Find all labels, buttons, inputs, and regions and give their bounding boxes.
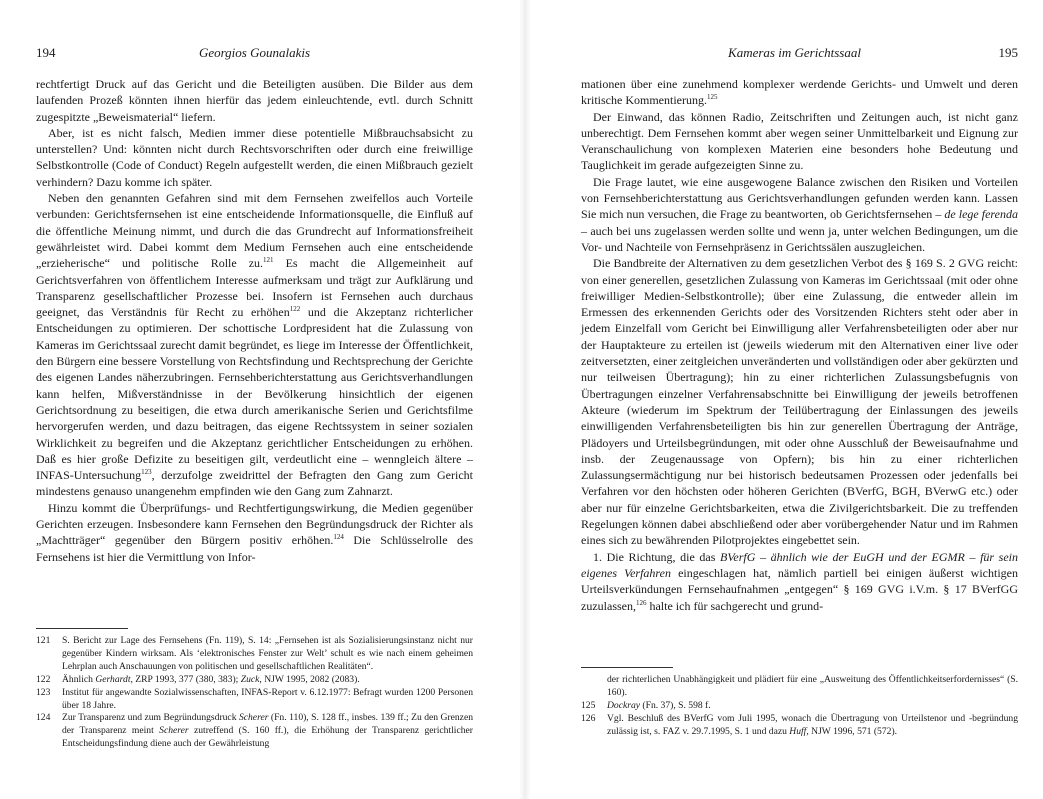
italic-text: Scherer	[238, 712, 269, 724]
text-run: S. Bericht zur Lage des Fernsehens (Fn. 119), S. 14: „Fernsehen ist als Sozialisierungsinstanz nicht nur gegenüber Kindern wirksam. Als ‘elektronisches Fenster zur Welt’ schult es wie nach einem geheimen Lehrplan auch Anschauungen von politischen und gesellschaftlichen Realitäten“.	[62, 635, 473, 672]
text-run: 1. Die Richtung, die das	[593, 549, 721, 564]
footnote-number: 126	[581, 712, 596, 724]
left-page-header	[36, 44, 473, 62]
right-body-text	[581, 76, 1018, 614]
footnote	[36, 712, 473, 751]
footnote-reference: 124	[333, 533, 344, 542]
left-body-text	[36, 76, 473, 565]
footnote-number: 124	[36, 712, 51, 724]
footnote-rule	[581, 667, 673, 668]
paragraph	[36, 500, 473, 565]
italic-text: Huff	[789, 725, 807, 737]
footnote	[581, 700, 1018, 713]
text-run: , NJW 1995, 2082 (2083).	[259, 673, 360, 685]
text-run: Die Schlüsselrolle des Fernsehens ist hier die Vermittlung von Infor-	[36, 533, 473, 564]
text-run: rechtfertigt Druck auf das Gericht und die Beteiligten ausüben. Die Bilder aus dem laufenden Prozeß könnten ihnen hierfür das jedem einleuchtende, evtl. durch Schnitt zugespitzte „Beweismaterial“ liefern.	[36, 77, 473, 124]
footnote-number: 121	[36, 635, 51, 646]
footnote-text	[62, 687, 473, 713]
text-run: Neben den genannten Gefahren sind mit dem Fernsehen zweifellos auch Vorteile verbunden: Gerichtsfernsehen ist eine entscheidende Informationsquelle, die Einfluß auf die öffentliche Meinung nimmt, und durch die das Grundrecht auf Informationsfreiheit gewährleistet wird. Dabei kommt dem Medium Fernsehen auch eine entscheidende „erzieherische“ und politische Rolle zu.	[36, 191, 473, 271]
italic-text: Gerhardt	[95, 673, 131, 685]
footnote	[36, 687, 473, 713]
text-run: , ZRP 1993, 377 (380, 383);	[130, 673, 241, 685]
footnote-number: 125	[581, 699, 596, 711]
paragraph	[36, 125, 473, 190]
text-run: Aber, ist es nicht falsch, Medien immer diese potentielle Mißbrauchsabsicht zu unterstellen? Und: könnten nicht durch Rechtsvorschriften oder durch eine freiwillige Selbstkontrolle (Code of Conduct) Regeln aufgestellt werden, die einen Mißbrauch gezielt verhindern? Dazu komme ich später.	[36, 125, 473, 189]
footnote-number: 123	[36, 686, 51, 698]
text-run: Zur Transparenz und zum Begründungsdruck	[62, 712, 239, 724]
text-run: Hinzu kommt die Überprüfungs- und Rechtfertigungswirkung, die Medien gegenüber Gerichten erzeugen. Insbesondere kann Fernsehen den Begründungsdruck der Richter als „Machtträger“ gegenüber den Bürgern positiv erhöhen.	[36, 500, 473, 548]
footnote-text	[607, 700, 1018, 713]
footnote-text	[607, 713, 1018, 739]
text-run: – auch bei uns zugelassen werden sollte und wenn ja, unter welchen Bedingungen, um die Vor- und Nachteile von Fernsehpräsenz in Gerichtssälen auszugleichen.	[581, 223, 1018, 254]
footnote-number: 122	[36, 673, 51, 685]
page-number: 195	[998, 45, 1018, 60]
text-run: und die Akzeptanz richterlicher Entscheidungen zu optimieren. Der schottische Lordpresident hat die Zulassung von Kameras im Gerichtssaal zurecht damit begründet, es liege im Interesse der Öffentlichkeit, den Bürgern eine bessere Vorstellung von Rechtsfindung und Rechtsprechung der Gerichte des eigenen Landes näherzubringen. Fernsehberichterstattung aus Gerichtsverhandlungen kann helfen, Mißverständnisse in der Bevölkerung hinsichtlich der eigenen Gerichtsordnung zu beseitigen, die etwa durch amerikanische Serien und Gerichtsfilme hervorgerufen werden, und dazu beitragen, das eigene Rechtssystem in seiner sozialen Wirklichkeit zu begreifen und die Akzeptanz gerichtlicher Entscheidungen zu erhöhen. Daß es hier große Defizite zu beseitigen gilt, verdeutlicht eine – wenngleich ältere – INFAS-Untersuchung	[36, 305, 473, 483]
right-footnotes	[581, 667, 1018, 739]
footnote	[36, 674, 473, 687]
footnote-reference: 126	[635, 598, 647, 607]
left-footnotes	[36, 628, 473, 751]
footnote	[36, 635, 473, 674]
text-run: (Fn. 37), S. 598 f.	[640, 699, 711, 711]
text-run: Ähnlich	[62, 673, 96, 685]
footnote-text	[62, 635, 473, 674]
footnote-text	[62, 712, 473, 751]
text-run: , derzufolge zweidrittel der Befragten den Gang zum Gericht mindestens genauso unangenehm empfinden wie den Gang zum Zahnarzt.	[36, 468, 473, 499]
footnote-reference: 123	[141, 468, 152, 477]
text-run: zutreffend (S. 160 ff.), die Erhöhung der Transparenz gerichtlicher Entscheidungsfindung diene auch der Gewährleistung	[62, 725, 473, 750]
page-number: 194	[36, 45, 56, 60]
paragraph	[581, 109, 1018, 174]
text-run: Es macht die Allgemeinheit auf Gerichtsverfahren von öffentlichem Interesse aufmerksam und trägt zur Aufklärung und Transparenz gesellschaftlicher Prozesse bei. Insofern ist Fernsehen auch durchaus geeignet, das Verständnis für Recht zu erhöhen	[36, 256, 473, 320]
footnote-rule	[36, 628, 128, 629]
paragraph	[581, 76, 1018, 109]
italic-text: Dockray	[607, 699, 641, 711]
text-run: (Fn. 110), S. 128 ff., insbes. 139 ff.; Zu den Grenzen der Transparenz meint	[62, 712, 473, 737]
italic-text: Zuck	[240, 673, 260, 685]
text-run: halte ich für sachgerecht und grund-	[646, 598, 824, 613]
text-run: Der Einwand, das können Radio, Zeitschriften und Zeitungen auch, ist nicht ganz unberechtigt. Dem Fernsehen kommt aber wegen seiner Unmittelbarkeit und Eignung zur Veranschaulichung von komplexen Materien eine besonders hohe Bedeutung und Tauglichkeit im gerade aufgezeigten Sinne zu.	[581, 109, 1018, 173]
italic-text: BVerfG – ähnlich wie der EuGH und der EGMR – für sein eigenes Verfahren	[581, 549, 1019, 580]
footnote-reference: 121	[263, 256, 274, 265]
text-run: mationen über eine zunehmend komplexer werdende Gerichts- und Umwelt und deren kritische Kommentierung.	[581, 77, 1018, 108]
paragraph	[581, 549, 1018, 614]
right-page	[581, 0, 1018, 799]
text-run: Die Frage lautet, wie eine ausgewogene Balance zwischen den Risiken und Vorteilen von Fernsehberichterstattung aus Gerichtsverhandlungen gefunden werden kann. Lassen Sie mich nun versuchen, die Frage zu beantworten, ob Gerichtsfernsehen –	[581, 174, 1018, 222]
italic-text: de lege ferenda	[944, 207, 1018, 222]
footnote-text	[62, 674, 473, 687]
italic-text: Scherer	[159, 725, 189, 737]
footnote-reference: 125	[706, 93, 718, 102]
footnote	[581, 713, 1018, 739]
footnote-reference: 122	[289, 305, 301, 314]
running-head-title: Kameras im Gerichtssaal	[728, 45, 861, 60]
footnote	[581, 674, 1018, 700]
paragraph	[581, 255, 1018, 548]
text-run: Die Bandbreite der Alternativen zu dem gesetzlichen Verbot des § 169 S. 2 GVG reicht: von einer generellen, gesetzlichen Zulassung von Kameras im Gerichtssaal (mit oder ohne freiwilliger Medien-Selbstkontrolle); über eine Zulassung, die entweder allein im Ermessen des erkennenden Gerichts oder des Vorsitzenden Richters steht oder aber in jedem Einzelfall vom Gericht bei Einwilligung aller Verfahrensbeteiligten oder aber nur der Hauptakteure zu erteilen ist (jeweils wiederum mit den Alternativen einer live oder zeitversetzten, einer zeitgleichen unveränderten und vollständigen oder aber gekürzten und nur teilweisen Übertragung); hin zu einer richterlichen Zulassungsbefugnis von Übertragungen einzelner Verfahrensabschnitte bei Einwilligung der jeweils betroffenen Akteure (wiederum im Spektrum der Teilübertragung der Einlassungen des jeweils einwilligenden Verfahrensbeteiligten bis hin zur generellen Übertragung der Anträge, Plädoyers und Urteilsbegründungen, mit oder ohne Ausschluß der Beweisaufnahme und insb. der Zeugenaussage von Opfern); bis hin zu einer richterlichen Zulassungsermächtigung nur bei historisch bedeutsamen Prozessen oder jedenfalls bei Verfahren vor den höchsten oder höheren Gerichten (BVerfG, BGH, BVerwG etc.) oder aber nur für einzelne Gerichtsbarkeiten, etwa die Zivilgerichtsbarkeit. Die zu treffenden Regelungen können dabei abschließend oder aber vorübergehender Natur und im Rahmen eines sich zu bewährenden Pilotprojektes eingebettet sein.	[581, 256, 1018, 548]
left-page	[36, 0, 473, 799]
footnote-text	[581, 674, 1018, 700]
paragraph	[581, 174, 1018, 255]
book-gutter	[519, 0, 531, 799]
text-run: der richterlichen Unabhängigkeit und plädiert für eine „Ausweitung des Öffentlichkeitserfordernisses“ (S. 160).	[607, 674, 1018, 698]
text-run: Institut für angewandte Sozialwissenschaften, INFAS-Report v. 6.12.1977: Befragt wurden 1200 Personen über 18 Jahre.	[62, 686, 473, 711]
paragraph	[36, 76, 473, 125]
text-run: eingeschlagen hat, nämlich partiell bei einigen äußerst wichtigen Urteilsverkündungen Fernsehaufnahmen „entgegen“ § 169 GVG i.V.m. § 17 BVerfGG zuzulassen,	[581, 565, 1018, 613]
running-head-author: Georgios Gounalakis	[198, 45, 311, 60]
text-run: Vgl. Beschluß des BVerfG vom Juli 1995, wonach die Übertragung von Urteilstenor und -begründung zulässig ist, s. FAZ v. 29.7.1995, S. 1 und dazu	[607, 712, 1018, 737]
text-run: , NJW 1996, 571 (572).	[806, 725, 898, 737]
paragraph	[36, 190, 473, 500]
right-page-header	[581, 44, 1018, 62]
